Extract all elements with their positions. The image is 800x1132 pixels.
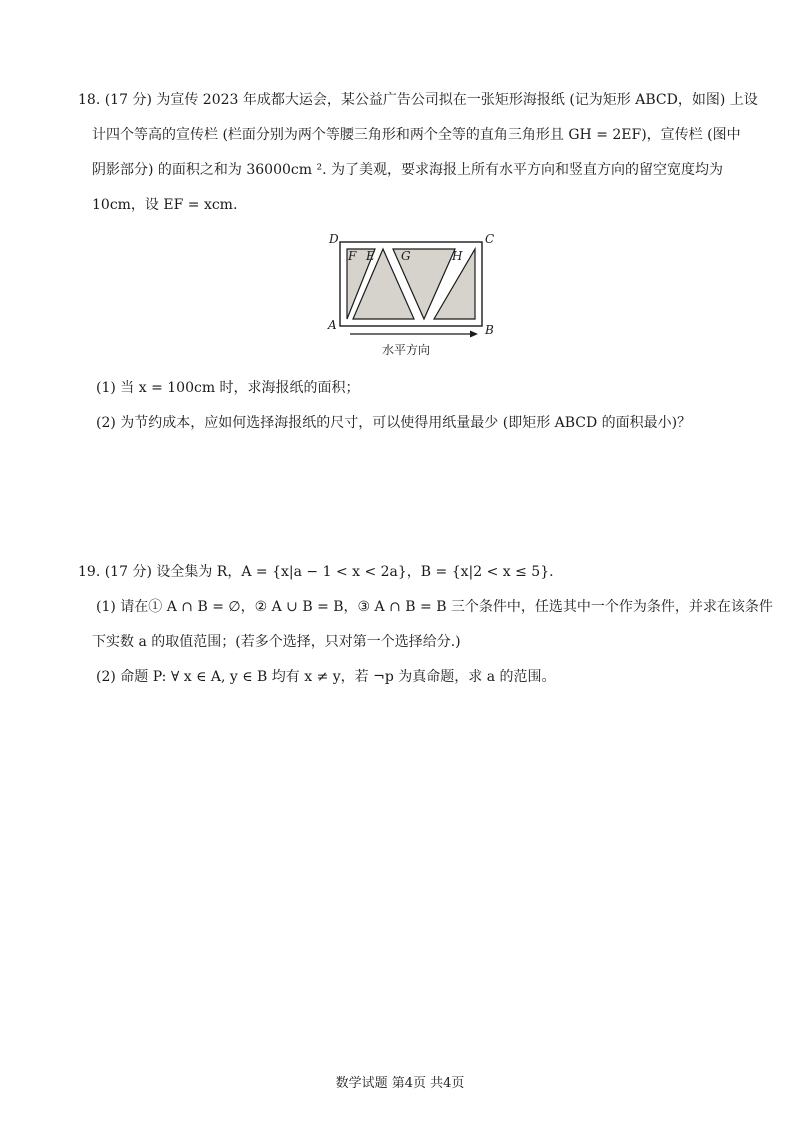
arrow-label: 水平方向 (382, 343, 431, 357)
q18-line-4: 10cm，设 EF = xcm. (92, 197, 238, 213)
label-a: A (328, 318, 337, 332)
label-c: C (485, 232, 495, 246)
page-footer: 数学试题 第4页 共4页 (335, 1076, 465, 1091)
q18-line-1: 18. (17 分) 为宣传 2023 年成都大运会，某公益广告公司拟在一张矩形海报纸 (记为矩形 ABCD，如图) 上设 (78, 92, 758, 108)
label-g: G (401, 249, 411, 263)
q18-line-2: 计四个等高的宣传栏 (栏面分别为两个等腰三角形和两个全等的直角三角形且 GH = 2EF)，宣传栏 (图中 (92, 127, 741, 143)
q19-part-1-line-2: 下实数 a 的取值范围；(若多个选择，只对第一个选择给分.) (92, 634, 461, 650)
poster-diagram (320, 228, 500, 360)
q19-part-1-line-1: (1) 请在① A ∩ B = ∅，② A ∪ B = B，③ A ∩ B = B 三个条件中，任选其中一个作为条件，并求在该条件 (96, 599, 773, 615)
label-b: B (485, 323, 494, 337)
label-f: F (348, 249, 357, 263)
q19-line-1: 19. (17 分) 设全集为 R，A = {x|a − 1 < x < 2a}，B = {x|2 < x ≤ 5}. (78, 564, 554, 580)
q18-part-2: (2) 为节约成本，应如何选择海报纸的尺寸，可以使得用纸量最少 (即矩形 ABCD 的面积最小)？ (96, 415, 692, 431)
q18-line-3: 阴影部分) 的面积之和为 36000cm ². 为了美观，要求海报上所有水平方向和竖直方向的留空宽度均为 (92, 162, 723, 178)
label-e: E (366, 249, 375, 263)
label-h: H (452, 249, 463, 263)
label-d: D (329, 232, 339, 246)
q19-part-2: (2) 命题 P: ∀ x ∈ A, y ∈ B 均有 x ≠ y，若 ¬p 为真命题，求 a 的范围。 (96, 669, 556, 685)
q18-part-1: (1) 当 x = 100cm 时，求海报纸的面积； (96, 380, 360, 396)
direction-arrow-head (470, 331, 478, 338)
